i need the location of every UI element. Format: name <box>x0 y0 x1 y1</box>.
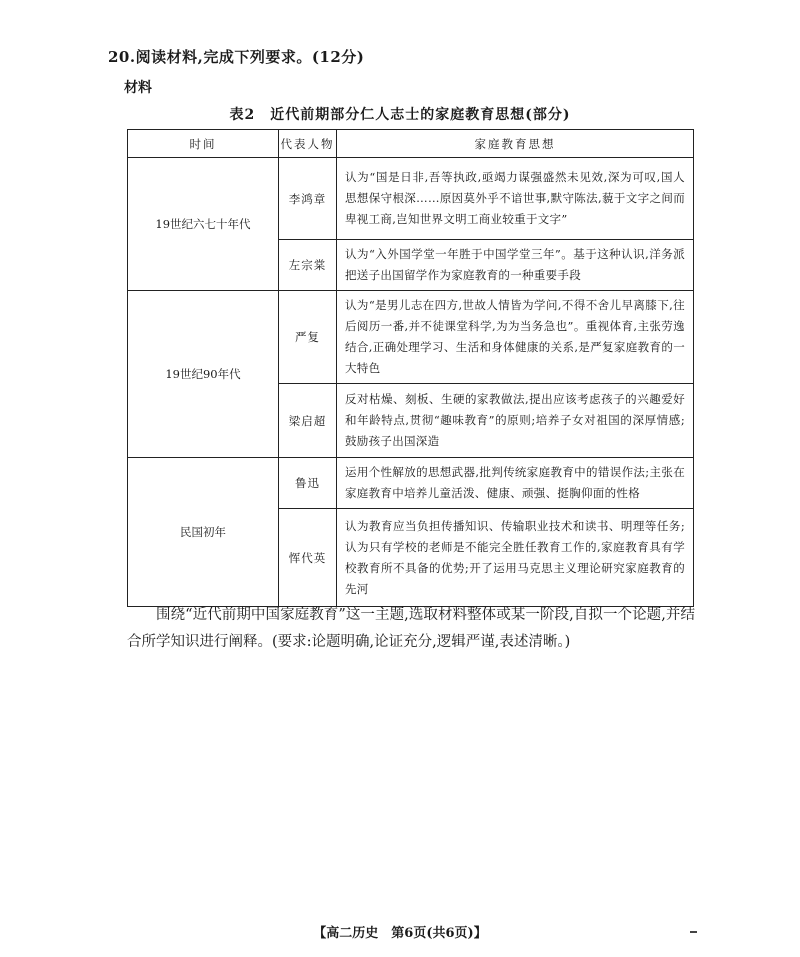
thought-cell: 认为“是男儿志在四方,世故人情皆为学问,不得不舍儿早离膝下,往后阅历一番,并不徒课堂科学,为为当务急也”。重视体育,主张劳逸结合,正确处理学习、生活和身体健康的关系,是严复家庭教育的一大特色 <box>337 291 694 384</box>
person-cell: 李鸿章 <box>279 158 337 240</box>
thought-cell: 认为“入外国学堂一年胜于中国学堂三年”。基于这种认识,洋务派把送子出国留学作为家庭教育的一种重要手段 <box>337 240 694 291</box>
corner-mark <box>690 931 697 933</box>
thought-cell: 运用个性解放的思想武器,批判传统家庭教育中的错误作法;主张在家庭教育中培养儿童活泼、健康、顽强、挺胸仰面的性格 <box>337 458 694 509</box>
period-cell: 民国初年 <box>128 458 279 607</box>
thought-cell: 认为教育应当负担传播知识、传输职业技术和读书、明理等任务;认为只有学校的老师是不能完全胜任教育工作的,家庭教育具有学校教育所不具备的优势;开了运用马克思主义理论研究家庭教育的先河 <box>337 509 694 607</box>
header-time: 时间 <box>128 130 279 158</box>
thought-cell: 反对枯燥、刻板、生硬的家教做法,提出应该考虑孩子的兴趣爱好和年龄特点,贯彻“趣味教育”的原则;培养子女对祖国的深厚情感;鼓励孩子出国深造 <box>337 384 694 458</box>
page-footer: 【高二历史 第6页(共6页)】 <box>313 926 487 941</box>
thought-cell: 认为“国是日非,吾等执政,亟竭力谋强盛然未见效,深为可叹,国人思想保守根深……原因莫外乎不谙世事,默守陈法,藐于文字之间而卑视工商,岂知世界文明工商业较重于文字” <box>337 158 694 240</box>
person-cell: 恽代英 <box>279 509 337 607</box>
period-cell: 19世纪六七十年代 <box>128 158 279 291</box>
period-cell: 19世纪90年代 <box>128 291 279 458</box>
family-education-table <box>127 129 694 607</box>
person-cell: 左宗棠 <box>279 240 337 291</box>
person-cell: 严复 <box>279 291 337 384</box>
material-label: 材料 <box>124 80 152 96</box>
header-person: 代表人物 <box>279 130 337 158</box>
table-title: 表2 近代前期部分仁人志士的家庭教育思想(部分) <box>229 107 571 123</box>
table-header-row <box>128 130 694 158</box>
table-row <box>128 158 694 240</box>
person-cell: 梁启超 <box>279 384 337 458</box>
question-title: 20.阅读材料,完成下列要求。(12分) <box>108 48 365 66</box>
task-instructions: 围绕“近代前期中国家庭教育”这一主题,选取材料整体或某一阶段,自拟一个论题,并结合所学知识进行阐释。(要求:论题明确,论证充分,逻辑严谨,表述清晰。) <box>127 607 695 650</box>
person-cell: 鲁迅 <box>279 458 337 509</box>
table-row <box>128 458 694 509</box>
table-row <box>128 291 694 384</box>
header-thought: 家庭教育思想 <box>337 130 694 158</box>
